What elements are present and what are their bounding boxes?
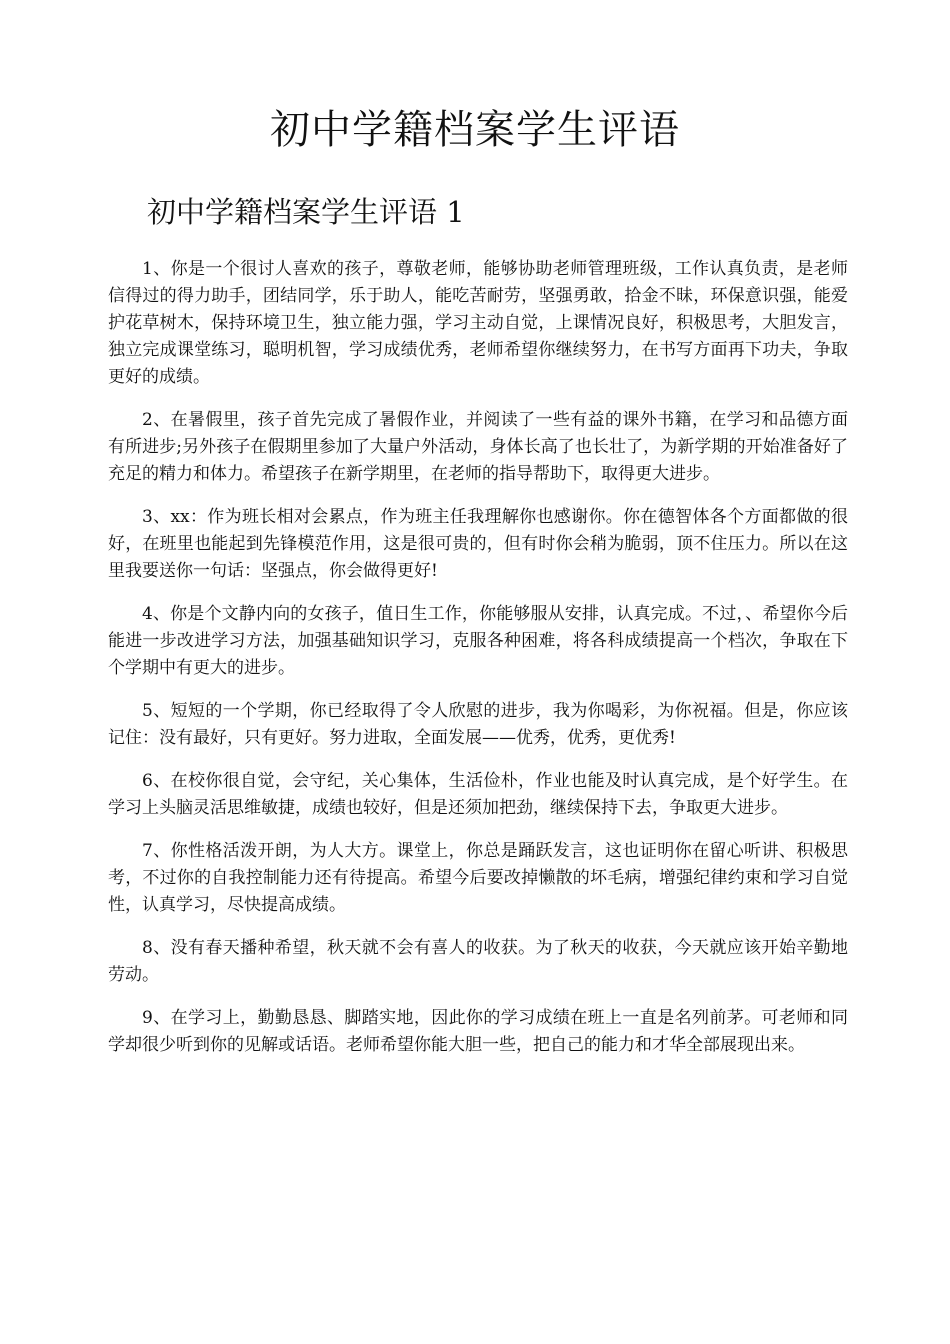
comment-paragraph: 5、短短的一个学期，你已经取得了令人欣慰的进步，我为你喝彩，为你祝福。但是，你应该记住：没有最好，只有更好。努力进取，全面发展——优秀，优秀，更优秀! xyxy=(108,701,848,748)
comment-paragraph: 1、你是一个很讨人喜欢的孩子，尊敬老师，能够协助老师管理班级，工作认真负责，是老师信得过的得力助手，团结同学，乐于助人，能吃苦耐劳，坚强勇敢，拾金不昧，环保意识强，能爱护花草树木，保持环境卫生，独立能力强，学习主动自觉，上课情况良好，积极思考，大胆发言，独立完成课堂练习，聪明机智，学习成绩优秀，老师希望你继续努力，在书写方面再下功夫，争取更好的成绩。 xyxy=(108,259,848,387)
page-title: 初中学籍档案学生评语 xyxy=(270,107,680,153)
comment-paragraph: 6、在校你很自觉，会守纪，关心集体，生活俭朴，作业也能及时认真完成，是个好学生。在学习上头脑灵活思维敏捷，成绩也较好，但是还须加把劲，继续保持下去，争取更大进步。 xyxy=(108,771,848,818)
comments-body xyxy=(108,256,848,1075)
comment-paragraph: 4、你是个文静内向的女孩子，值日生工作，你能够服从安排，认真完成。不过，、希望你今后能进一步改进学习方法，加强基础知识学习，克服各种困难，将各科成绩提高一个档次，争取在下个学期中有更大的进步。 xyxy=(108,604,848,678)
comment-paragraph: 3、xx：作为班长相对会累点，作为班主任我理解你也感谢你。你在德智体各个方面都做的很好，在班里也能起到先锋模范作用，这是很可贵的，但有时你会稍为脆弱，顶不住压力。所以在这里我要送你一句话：坚强点，你会做得更好! xyxy=(108,507,848,581)
section-heading: 初中学籍档案学生评语 1 xyxy=(147,195,465,229)
comment-paragraph: 7、你性格活泼开朗，为人大方。课堂上，你总是踊跃发言，这也证明你在留心听讲、积极思考，不过你的自我控制能力还有待提高。希望今后要改掉懒散的坏毛病，增强纪律约束和学习自觉性，认真学习，尽快提高成绩。 xyxy=(108,841,848,915)
comment-paragraph: 2、在暑假里，孩子首先完成了暑假作业，并阅读了一些有益的课外书籍，在学习和品德方面有所进步;另外孩子在假期里参加了大量户外活动，身体长高了也长壮了，为新学期的开始准备好了充足的精力和体力。希望孩子在新学期里，在老师的指导帮助下，取得更大进步。 xyxy=(108,410,848,484)
comment-paragraph: 9、在学习上，勤勤恳恳、脚踏实地，因此你的学习成绩在班上一直是名列前茅。可老师和同学却很少听到你的见解或话语。老师希望你能大胆一些，把自己的能力和才华全部展现出来。 xyxy=(108,1008,848,1055)
comment-paragraph: 8、没有春天播种希望，秋天就不会有喜人的收获。为了秋天的收获，今天就应该开始辛勤地劳动。 xyxy=(108,938,848,985)
